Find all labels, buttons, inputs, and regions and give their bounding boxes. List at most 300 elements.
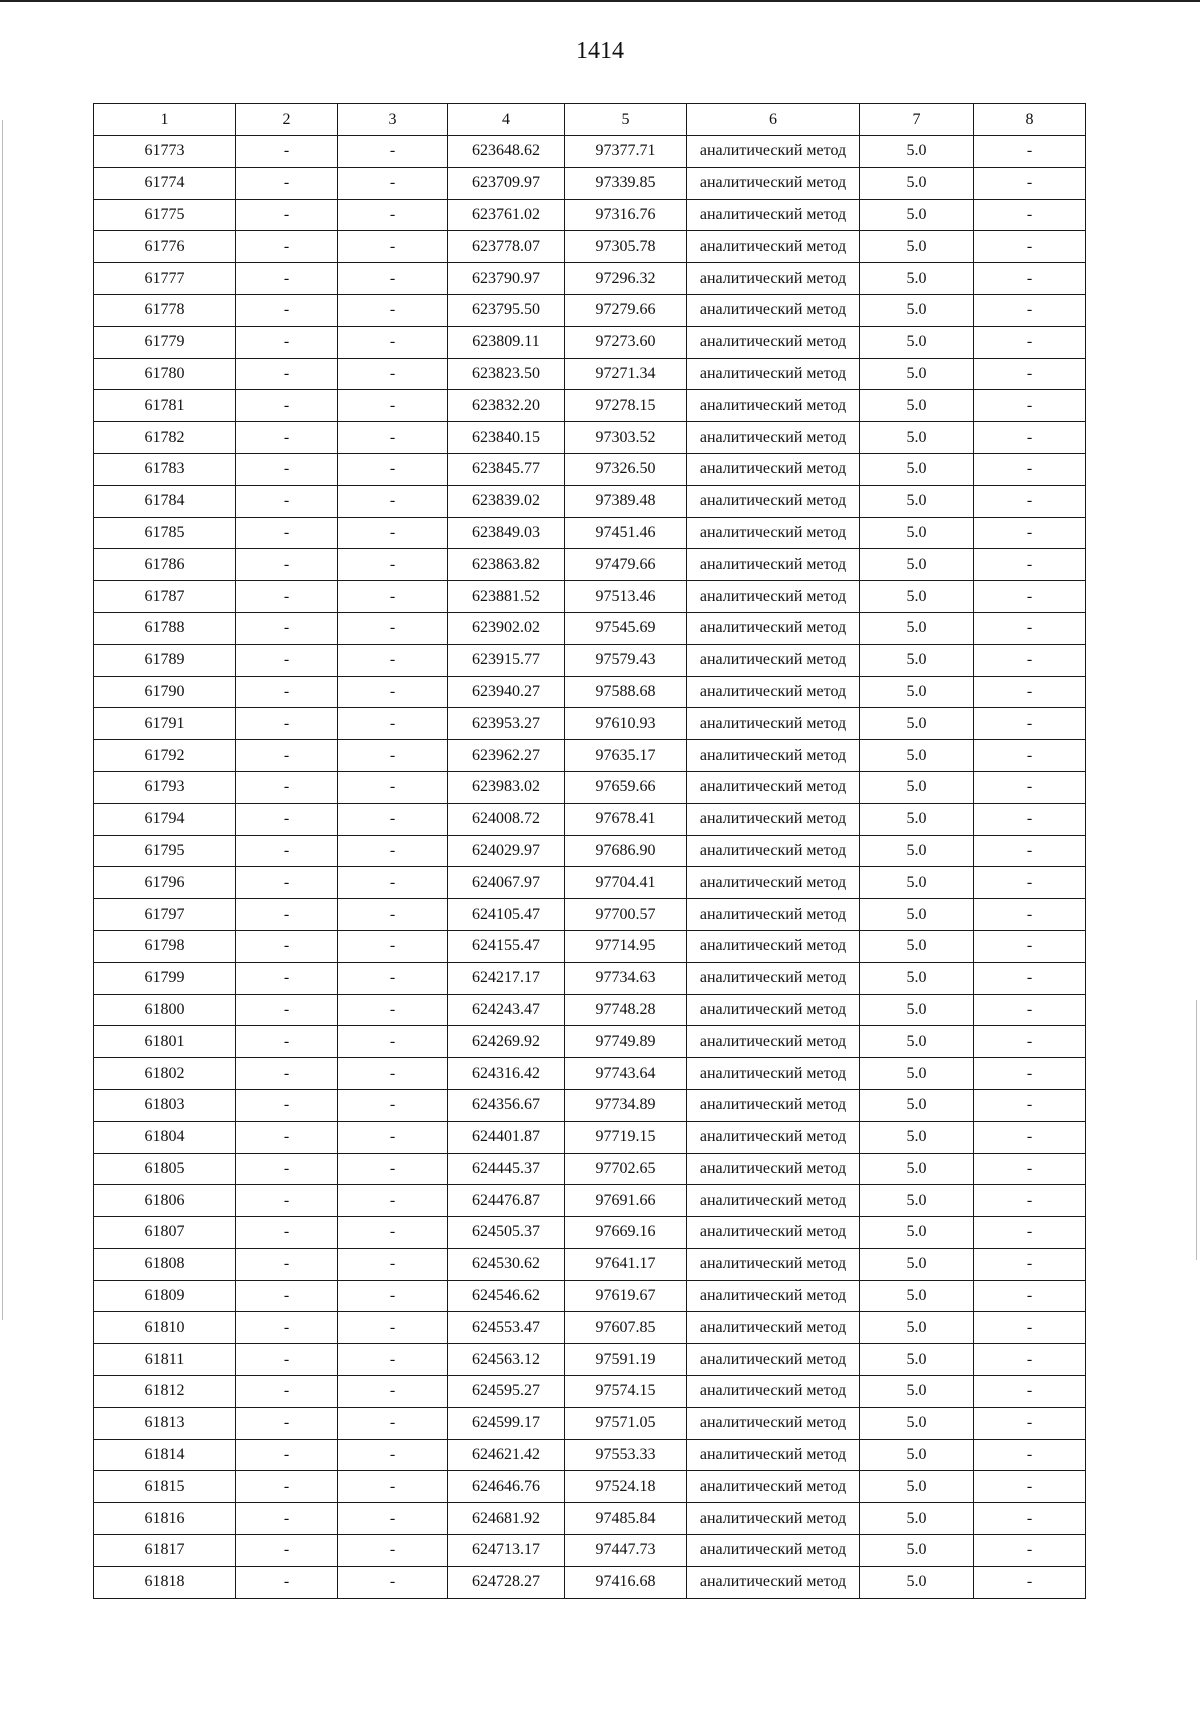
cell-method: аналитический метод	[687, 1439, 860, 1471]
cell-col-3: -	[338, 390, 448, 422]
cell-method: аналитический метод	[687, 294, 860, 326]
cell-col-3: -	[338, 1121, 448, 1153]
cell-accuracy: 5.0	[860, 1471, 974, 1503]
cell-x-coordinate: 623790.97	[448, 263, 565, 295]
column-header-1: 1	[94, 104, 236, 136]
cell-col-2: -	[236, 1312, 338, 1344]
cell-method: аналитический метод	[687, 1026, 860, 1058]
cell-point-number: 61796	[94, 867, 236, 899]
cell-col-3: -	[338, 1503, 448, 1535]
cell-col-8: -	[974, 771, 1086, 803]
cell-method: аналитический метод	[687, 676, 860, 708]
cell-col-2: -	[236, 803, 338, 835]
cell-col-2: -	[236, 1439, 338, 1471]
cell-accuracy: 5.0	[860, 1376, 974, 1408]
cell-col-8: -	[974, 231, 1086, 263]
cell-accuracy: 5.0	[860, 1439, 974, 1471]
cell-col-8: -	[974, 1089, 1086, 1121]
table-row	[94, 1185, 1086, 1217]
cell-y-coordinate: 97416.68	[565, 1566, 687, 1598]
cell-y-coordinate: 97734.63	[565, 962, 687, 994]
cell-accuracy: 5.0	[860, 199, 974, 231]
cell-method: аналитический метод	[687, 708, 860, 740]
table-row	[94, 294, 1086, 326]
cell-y-coordinate: 97591.19	[565, 1344, 687, 1376]
table-row	[94, 167, 1086, 199]
cell-x-coordinate: 624067.97	[448, 867, 565, 899]
cell-col-2: -	[236, 708, 338, 740]
cell-col-2: -	[236, 644, 338, 676]
column-header-8: 8	[974, 104, 1086, 136]
cell-col-8: -	[974, 1248, 1086, 1280]
cell-accuracy: 5.0	[860, 1153, 974, 1185]
cell-col-2: -	[236, 835, 338, 867]
cell-col-8: -	[974, 1535, 1086, 1567]
cell-col-2: -	[236, 1185, 338, 1217]
cell-point-number: 61807	[94, 1217, 236, 1249]
cell-method: аналитический метод	[687, 485, 860, 517]
cell-point-number: 61790	[94, 676, 236, 708]
cell-method: аналитический метод	[687, 199, 860, 231]
cell-col-8: -	[974, 835, 1086, 867]
cell-col-8: -	[974, 867, 1086, 899]
cell-accuracy: 5.0	[860, 581, 974, 613]
cell-col-2: -	[236, 167, 338, 199]
cell-point-number: 61782	[94, 422, 236, 454]
cell-col-3: -	[338, 1312, 448, 1344]
cell-x-coordinate: 623839.02	[448, 485, 565, 517]
cell-x-coordinate: 623832.20	[448, 390, 565, 422]
cell-point-number: 61781	[94, 390, 236, 422]
cell-point-number: 61793	[94, 771, 236, 803]
cell-col-3: -	[338, 612, 448, 644]
cell-point-number: 61816	[94, 1503, 236, 1535]
cell-col-8: -	[974, 453, 1086, 485]
cell-point-number: 61789	[94, 644, 236, 676]
cell-accuracy: 5.0	[860, 740, 974, 772]
cell-x-coordinate: 623823.50	[448, 358, 565, 390]
cell-method: аналитический метод	[687, 835, 860, 867]
cell-x-coordinate: 623940.27	[448, 676, 565, 708]
cell-col-2: -	[236, 453, 338, 485]
cell-accuracy: 5.0	[860, 1344, 974, 1376]
cell-point-number: 61808	[94, 1248, 236, 1280]
cell-accuracy: 5.0	[860, 549, 974, 581]
cell-y-coordinate: 97704.41	[565, 867, 687, 899]
cell-point-number: 61786	[94, 549, 236, 581]
cell-col-2: -	[236, 1121, 338, 1153]
cell-x-coordinate: 623983.02	[448, 771, 565, 803]
cell-col-8: -	[974, 549, 1086, 581]
cell-x-coordinate: 624599.17	[448, 1407, 565, 1439]
cell-col-2: -	[236, 1471, 338, 1503]
cell-accuracy: 5.0	[860, 1058, 974, 1090]
cell-col-3: -	[338, 835, 448, 867]
cell-col-8: -	[974, 1121, 1086, 1153]
cell-col-3: -	[338, 581, 448, 613]
cell-method: аналитический метод	[687, 517, 860, 549]
cell-x-coordinate: 623778.07	[448, 231, 565, 263]
cell-accuracy: 5.0	[860, 517, 974, 549]
cell-col-3: -	[338, 1280, 448, 1312]
column-header-6: 6	[687, 104, 860, 136]
cell-col-2: -	[236, 263, 338, 295]
cell-y-coordinate: 97579.43	[565, 644, 687, 676]
cell-x-coordinate: 623962.27	[448, 740, 565, 772]
cell-point-number: 61785	[94, 517, 236, 549]
cell-y-coordinate: 97273.60	[565, 326, 687, 358]
cell-method: аналитический метод	[687, 1248, 860, 1280]
cell-col-3: -	[338, 485, 448, 517]
cell-point-number: 61805	[94, 1153, 236, 1185]
table-row	[94, 1153, 1086, 1185]
table-row	[94, 199, 1086, 231]
table-row	[94, 517, 1086, 549]
cell-method: аналитический метод	[687, 1312, 860, 1344]
cell-method: аналитический метод	[687, 930, 860, 962]
cell-col-8: -	[974, 708, 1086, 740]
cell-col-8: -	[974, 485, 1086, 517]
table-row	[94, 453, 1086, 485]
cell-x-coordinate: 624563.12	[448, 1344, 565, 1376]
cell-col-2: -	[236, 1566, 338, 1598]
cell-point-number: 61795	[94, 835, 236, 867]
cell-col-2: -	[236, 740, 338, 772]
cell-method: аналитический метод	[687, 136, 860, 168]
cell-method: аналитический метод	[687, 231, 860, 263]
cell-col-3: -	[338, 899, 448, 931]
table-row	[94, 1058, 1086, 1090]
cell-y-coordinate: 97305.78	[565, 231, 687, 263]
cell-y-coordinate: 97303.52	[565, 422, 687, 454]
cell-col-2: -	[236, 1280, 338, 1312]
cell-col-3: -	[338, 676, 448, 708]
cell-accuracy: 5.0	[860, 294, 974, 326]
cell-accuracy: 5.0	[860, 1185, 974, 1217]
cell-x-coordinate: 623849.03	[448, 517, 565, 549]
cell-col-2: -	[236, 771, 338, 803]
cell-col-3: -	[338, 1407, 448, 1439]
cell-method: аналитический метод	[687, 422, 860, 454]
cell-accuracy: 5.0	[860, 962, 974, 994]
cell-y-coordinate: 97377.71	[565, 136, 687, 168]
cell-x-coordinate: 623761.02	[448, 199, 565, 231]
scan-mark-right	[1196, 1000, 1197, 1260]
cell-y-coordinate: 97734.89	[565, 1089, 687, 1121]
cell-col-3: -	[338, 1185, 448, 1217]
cell-x-coordinate: 623863.82	[448, 549, 565, 581]
cell-col-3: -	[338, 1058, 448, 1090]
table-row	[94, 676, 1086, 708]
cell-point-number: 61813	[94, 1407, 236, 1439]
cell-x-coordinate: 623795.50	[448, 294, 565, 326]
cell-y-coordinate: 97691.66	[565, 1185, 687, 1217]
cell-col-2: -	[236, 294, 338, 326]
cell-point-number: 61802	[94, 1058, 236, 1090]
cell-col-3: -	[338, 167, 448, 199]
cell-y-coordinate: 97389.48	[565, 485, 687, 517]
cell-col-8: -	[974, 326, 1086, 358]
cell-col-8: -	[974, 930, 1086, 962]
cell-method: аналитический метод	[687, 1089, 860, 1121]
cell-y-coordinate: 97513.46	[565, 581, 687, 613]
cell-x-coordinate: 624445.37	[448, 1153, 565, 1185]
table-row	[94, 136, 1086, 168]
cell-y-coordinate: 97485.84	[565, 1503, 687, 1535]
cell-col-2: -	[236, 549, 338, 581]
table-row	[94, 1439, 1086, 1471]
cell-method: аналитический метод	[687, 390, 860, 422]
table-body	[94, 136, 1086, 1599]
cell-point-number: 61787	[94, 581, 236, 613]
cell-point-number: 61798	[94, 930, 236, 962]
cell-point-number: 61806	[94, 1185, 236, 1217]
cell-col-8: -	[974, 803, 1086, 835]
table-row	[94, 1535, 1086, 1567]
cell-y-coordinate: 97749.89	[565, 1026, 687, 1058]
cell-y-coordinate: 97278.15	[565, 390, 687, 422]
cell-col-3: -	[338, 803, 448, 835]
cell-col-8: -	[974, 167, 1086, 199]
cell-method: аналитический метод	[687, 994, 860, 1026]
cell-x-coordinate: 623840.15	[448, 422, 565, 454]
cell-point-number: 61788	[94, 612, 236, 644]
cell-col-2: -	[236, 867, 338, 899]
cell-col-3: -	[338, 1439, 448, 1471]
column-header-7: 7	[860, 104, 974, 136]
cell-col-8: -	[974, 994, 1086, 1026]
cell-x-coordinate: 624728.27	[448, 1566, 565, 1598]
table-row	[94, 962, 1086, 994]
cell-col-8: -	[974, 1503, 1086, 1535]
cell-point-number: 61783	[94, 453, 236, 485]
cell-y-coordinate: 97545.69	[565, 612, 687, 644]
cell-y-coordinate: 97659.66	[565, 771, 687, 803]
cell-col-3: -	[338, 326, 448, 358]
table-row	[94, 1026, 1086, 1058]
cell-col-3: -	[338, 1376, 448, 1408]
table-row	[94, 581, 1086, 613]
cell-accuracy: 5.0	[860, 899, 974, 931]
cell-y-coordinate: 97447.73	[565, 1535, 687, 1567]
cell-x-coordinate: 623809.11	[448, 326, 565, 358]
cell-col-8: -	[974, 199, 1086, 231]
cell-method: аналитический метод	[687, 1566, 860, 1598]
cell-x-coordinate: 624217.17	[448, 962, 565, 994]
cell-y-coordinate: 97339.85	[565, 167, 687, 199]
cell-point-number: 61804	[94, 1121, 236, 1153]
cell-method: аналитический метод	[687, 1407, 860, 1439]
cell-method: аналитический метод	[687, 1535, 860, 1567]
cell-y-coordinate: 97700.57	[565, 899, 687, 931]
cell-method: аналитический метод	[687, 581, 860, 613]
cell-col-3: -	[338, 453, 448, 485]
cell-col-3: -	[338, 1153, 448, 1185]
cell-point-number: 61797	[94, 899, 236, 931]
cell-col-3: -	[338, 1471, 448, 1503]
cell-col-3: -	[338, 1566, 448, 1598]
cell-accuracy: 5.0	[860, 1089, 974, 1121]
scan-mark-left	[2, 120, 3, 1320]
cell-y-coordinate: 97635.17	[565, 740, 687, 772]
cell-col-2: -	[236, 1026, 338, 1058]
cell-col-3: -	[338, 1248, 448, 1280]
cell-col-2: -	[236, 1407, 338, 1439]
table-row	[94, 1248, 1086, 1280]
cell-y-coordinate: 97669.16	[565, 1217, 687, 1249]
table-row	[94, 612, 1086, 644]
cell-x-coordinate: 624105.47	[448, 899, 565, 931]
table-row	[94, 231, 1086, 263]
cell-accuracy: 5.0	[860, 136, 974, 168]
cell-col-3: -	[338, 199, 448, 231]
cell-x-coordinate: 624029.97	[448, 835, 565, 867]
cell-y-coordinate: 97316.76	[565, 199, 687, 231]
cell-y-coordinate: 97748.28	[565, 994, 687, 1026]
cell-accuracy: 5.0	[860, 1026, 974, 1058]
cell-accuracy: 5.0	[860, 867, 974, 899]
cell-point-number: 61809	[94, 1280, 236, 1312]
table-row	[94, 358, 1086, 390]
cell-point-number: 61792	[94, 740, 236, 772]
cell-y-coordinate: 97719.15	[565, 1121, 687, 1153]
cell-y-coordinate: 97574.15	[565, 1376, 687, 1408]
cell-col-8: -	[974, 390, 1086, 422]
cell-method: аналитический метод	[687, 771, 860, 803]
table-row	[94, 422, 1086, 454]
cell-col-8: -	[974, 263, 1086, 295]
cell-point-number: 61818	[94, 1566, 236, 1598]
cell-col-8: -	[974, 1439, 1086, 1471]
cell-col-8: -	[974, 581, 1086, 613]
cell-col-8: -	[974, 644, 1086, 676]
cell-col-2: -	[236, 581, 338, 613]
cell-col-3: -	[338, 263, 448, 295]
cell-col-8: -	[974, 612, 1086, 644]
cell-col-8: -	[974, 358, 1086, 390]
cell-col-2: -	[236, 1344, 338, 1376]
cell-x-coordinate: 624553.47	[448, 1312, 565, 1344]
cell-col-2: -	[236, 1089, 338, 1121]
cell-y-coordinate: 97702.65	[565, 1153, 687, 1185]
cell-col-3: -	[338, 1344, 448, 1376]
cell-accuracy: 5.0	[860, 1217, 974, 1249]
cell-col-3: -	[338, 962, 448, 994]
cell-col-2: -	[236, 994, 338, 1026]
table-row	[94, 771, 1086, 803]
cell-x-coordinate: 623915.77	[448, 644, 565, 676]
cell-col-8: -	[974, 740, 1086, 772]
cell-col-2: -	[236, 899, 338, 931]
cell-method: аналитический метод	[687, 453, 860, 485]
cell-accuracy: 5.0	[860, 1503, 974, 1535]
cell-col-3: -	[338, 549, 448, 581]
cell-col-3: -	[338, 1217, 448, 1249]
cell-y-coordinate: 97588.68	[565, 676, 687, 708]
cell-col-8: -	[974, 1280, 1086, 1312]
cell-accuracy: 5.0	[860, 994, 974, 1026]
cell-col-2: -	[236, 1503, 338, 1535]
cell-col-3: -	[338, 1535, 448, 1567]
cell-accuracy: 5.0	[860, 1121, 974, 1153]
cell-method: аналитический метод	[687, 1153, 860, 1185]
column-header-2: 2	[236, 104, 338, 136]
cell-y-coordinate: 97553.33	[565, 1439, 687, 1471]
cell-accuracy: 5.0	[860, 326, 974, 358]
cell-col-2: -	[236, 612, 338, 644]
cell-accuracy: 5.0	[860, 485, 974, 517]
cell-x-coordinate: 623709.97	[448, 167, 565, 199]
page-number: 1414	[576, 38, 624, 64]
cell-x-coordinate: 624476.87	[448, 1185, 565, 1217]
table-row	[94, 390, 1086, 422]
cell-accuracy: 5.0	[860, 612, 974, 644]
cell-method: аналитический метод	[687, 612, 860, 644]
table-row	[94, 740, 1086, 772]
cell-col-8: -	[974, 899, 1086, 931]
cell-point-number: 61780	[94, 358, 236, 390]
table-row	[94, 549, 1086, 581]
cell-col-3: -	[338, 867, 448, 899]
cell-point-number: 61779	[94, 326, 236, 358]
cell-y-coordinate: 97271.34	[565, 358, 687, 390]
cell-col-2: -	[236, 326, 338, 358]
cell-x-coordinate: 624546.62	[448, 1280, 565, 1312]
cell-y-coordinate: 97678.41	[565, 803, 687, 835]
cell-method: аналитический метод	[687, 263, 860, 295]
table-row	[94, 930, 1086, 962]
table-row	[94, 1407, 1086, 1439]
cell-x-coordinate: 624530.62	[448, 1248, 565, 1280]
cell-col-3: -	[338, 930, 448, 962]
table-row	[94, 1280, 1086, 1312]
cell-point-number: 61801	[94, 1026, 236, 1058]
cell-x-coordinate: 623881.52	[448, 581, 565, 613]
cell-col-2: -	[236, 962, 338, 994]
top-rule	[0, 0, 1200, 2]
cell-y-coordinate: 97326.50	[565, 453, 687, 485]
cell-method: аналитический метод	[687, 1217, 860, 1249]
cell-x-coordinate: 624621.42	[448, 1439, 565, 1471]
header-row	[94, 104, 1086, 136]
cell-col-8: -	[974, 676, 1086, 708]
cell-point-number: 61778	[94, 294, 236, 326]
cell-point-number: 61812	[94, 1376, 236, 1408]
cell-method: аналитический метод	[687, 1280, 860, 1312]
cell-method: аналитический метод	[687, 962, 860, 994]
cell-col-3: -	[338, 644, 448, 676]
cell-col-8: -	[974, 1344, 1086, 1376]
cell-col-8: -	[974, 1471, 1086, 1503]
cell-col-3: -	[338, 740, 448, 772]
cell-accuracy: 5.0	[860, 644, 974, 676]
table-row	[94, 1344, 1086, 1376]
cell-accuracy: 5.0	[860, 708, 974, 740]
cell-point-number: 61803	[94, 1089, 236, 1121]
cell-col-2: -	[236, 136, 338, 168]
cell-col-2: -	[236, 199, 338, 231]
cell-col-8: -	[974, 136, 1086, 168]
cell-col-3: -	[338, 136, 448, 168]
cell-accuracy: 5.0	[860, 358, 974, 390]
cell-col-2: -	[236, 422, 338, 454]
cell-col-2: -	[236, 1058, 338, 1090]
cell-point-number: 61800	[94, 994, 236, 1026]
cell-y-coordinate: 97296.32	[565, 263, 687, 295]
cell-col-3: -	[338, 358, 448, 390]
cell-point-number: 61776	[94, 231, 236, 263]
table-row	[94, 708, 1086, 740]
